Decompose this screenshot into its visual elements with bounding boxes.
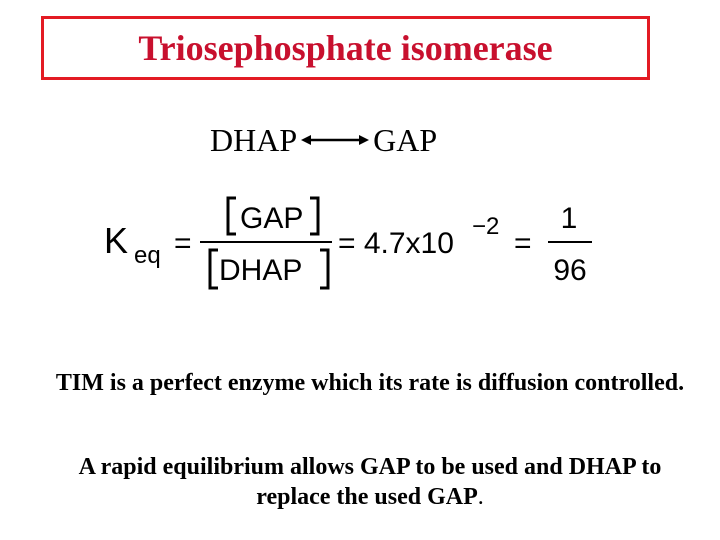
paragraph-equilibrium <box>40 452 700 512</box>
denominator-dhap: DHAP <box>219 254 303 287</box>
double-headed-arrow-icon <box>301 130 369 150</box>
value-text: = 4.7x10 <box>338 227 454 260</box>
reactant-dhap: DHAP <box>210 121 298 158</box>
paragraph-diffusion: TIM is a perfect enzyme which its rate is diffusion controlled. <box>55 370 685 396</box>
title-box <box>41 16 650 80</box>
product-gap: GAP <box>373 121 438 158</box>
value-exponent: −2 <box>472 213 500 240</box>
equation-graphic <box>0 186 720 296</box>
equals-sign: = <box>174 227 192 260</box>
bracket-right-top <box>310 198 318 234</box>
fraction-numerator: 1 <box>560 202 578 235</box>
numerator-gap: GAP <box>240 202 304 235</box>
paragraph-equilibrium-text: A rapid equilibrium allows GAP to be used and DHAP to replace the used GAP <box>78 454 662 510</box>
paragraph-period: . <box>477 484 484 510</box>
reaction-line <box>210 118 437 162</box>
bracket-right-bottom <box>320 250 328 288</box>
bracket-left-bottom <box>210 250 218 288</box>
keq-symbol: K <box>104 220 129 261</box>
keq-subscript: eq <box>134 242 161 269</box>
equals-sign-2: = <box>514 227 532 260</box>
slide-title: Triosephosphate isomerase <box>138 28 553 68</box>
fraction-denominator: 96 <box>553 254 587 287</box>
bracket-left-top <box>228 198 236 234</box>
keq-equation <box>0 186 720 296</box>
